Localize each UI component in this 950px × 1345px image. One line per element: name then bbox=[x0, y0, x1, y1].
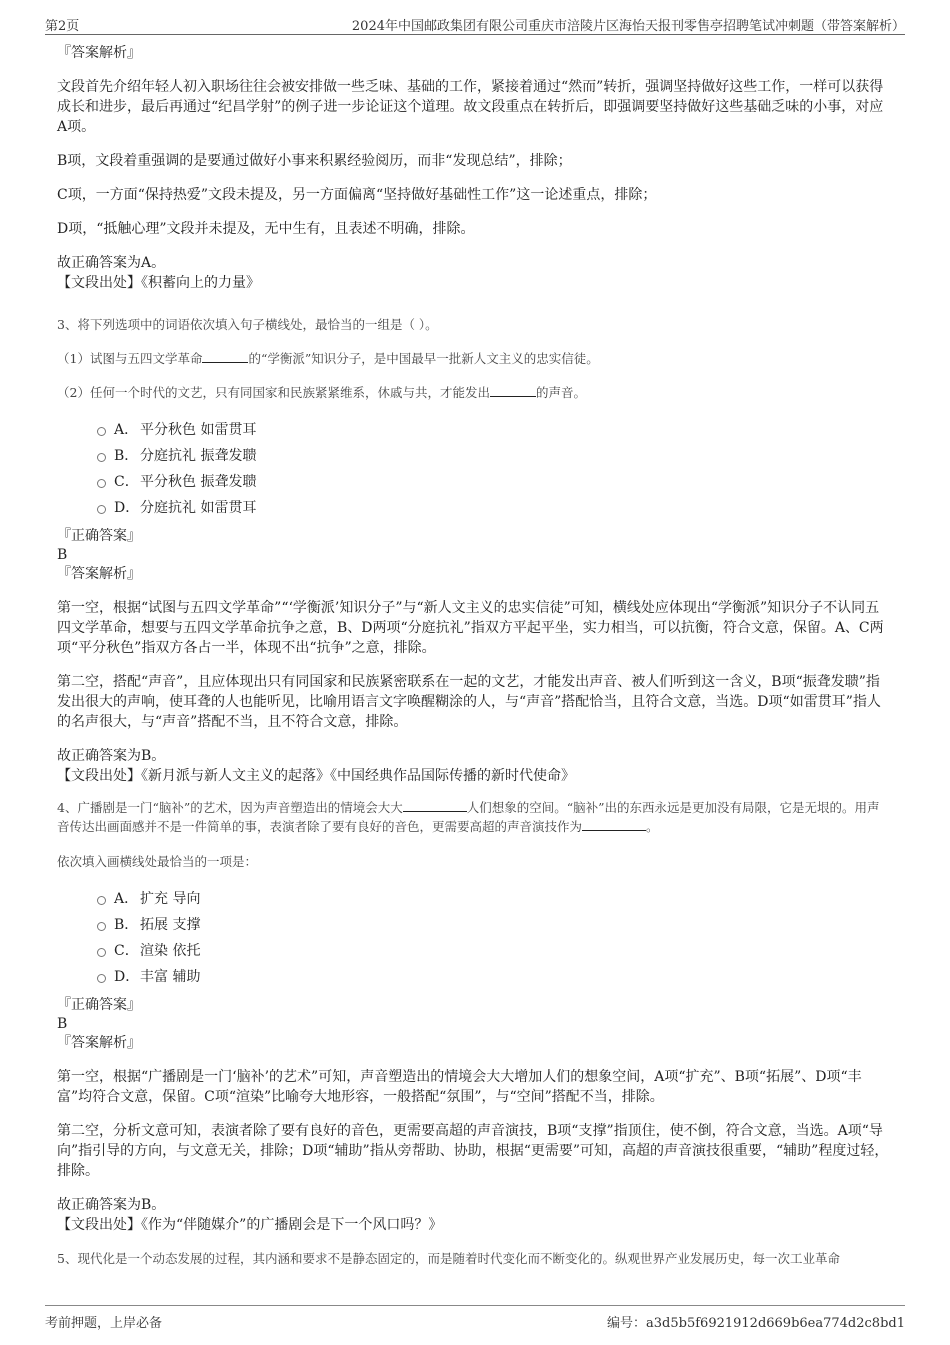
blank-line bbox=[403, 799, 467, 812]
correct-answer-label: 『正确答案』 bbox=[57, 997, 141, 1013]
radio-icon[interactable] bbox=[97, 896, 106, 905]
option-c[interactable]: C． 渲染 依托 bbox=[97, 937, 892, 963]
radio-icon[interactable] bbox=[97, 427, 106, 436]
options-list bbox=[97, 885, 892, 989]
option-d[interactable]: D． 丰富 辅助 bbox=[97, 963, 892, 989]
options-list bbox=[97, 416, 892, 520]
question-instruction: 依次填入画横线处最恰当的一项是： bbox=[57, 854, 258, 869]
correct-answer: B bbox=[57, 1016, 68, 1032]
analysis-label: 『答案解析』 bbox=[57, 1035, 141, 1051]
footer-slogan: 考前押题，上岸必备 bbox=[45, 1316, 163, 1331]
analysis-label: 『答案解析』 bbox=[57, 45, 141, 61]
radio-icon[interactable] bbox=[97, 453, 106, 462]
radio-icon[interactable] bbox=[97, 974, 106, 983]
analysis-paragraph: 第二空，分析文意可知，表演者除了要有良好的音色，更需要高超的声音演技，B项“支撑”指顶住，使不倒，符合文意，当选。A项“导向”指引导的方向，与文意无关，排除；D项“辅助”指从旁帮助、协助，根据“更需要”可知，高超的声音演技很重要，“辅助”程度过轻，排除。 bbox=[57, 1123, 889, 1179]
page-footer bbox=[45, 1305, 905, 1330]
source-citation: 【文段出处】《作为“伴随媒介”的广播剧会是下一个风口吗？》 bbox=[57, 1217, 443, 1233]
page-content bbox=[57, 43, 892, 1268]
source-citation: 【文段出处】《新月派与新人文主义的起落》《中国经典作品国际传播的新时代使命》 bbox=[57, 768, 575, 784]
question-stem: 4、广播剧是一门“脑补”的艺术，因为声音塑造出的情境会大大 人们想象的空间。“脑补”出的东西永远是更加没有局限，它是无垠的。用声音传达出画面感并不是一件简单的事，表演者除了要有良好的音色，更需要高超的声音演技作为 。 bbox=[57, 800, 880, 834]
option-d[interactable]: D． 分庭抗礼 如雷贯耳 bbox=[97, 494, 892, 520]
blank-line bbox=[490, 384, 536, 397]
option-b[interactable]: B． 分庭抗礼 振聋发聩 bbox=[97, 442, 892, 468]
radio-icon[interactable] bbox=[97, 922, 106, 931]
analysis-paragraph: 文段首先介绍年轻人初入职场往往会被安排做一些乏味、基础的工作，紧接着通过“然而”转折，强调坚持做好这些工作，一样可以获得成长和进步，最后再通过“纪昌学射”的例子进一步论证这个道理。故文段重点在转折后，即强调要坚持做好这些基础乏味的小事，对应A项。 bbox=[57, 79, 884, 135]
source-citation: 【文段出处】《积蓄向上的力量》 bbox=[57, 275, 260, 291]
option-a[interactable]: A． 平分秋色 如雷贯耳 bbox=[97, 416, 892, 442]
correct-answer: B bbox=[57, 547, 68, 563]
blank-line bbox=[582, 818, 646, 831]
analysis-label: 『答案解析』 bbox=[57, 566, 141, 582]
option-b[interactable]: B． 拓展 支撑 bbox=[97, 911, 892, 937]
radio-icon[interactable] bbox=[97, 479, 106, 488]
document-title: 2024年中国邮政集团有限公司重庆市涪陵片区海怡天报刊零售亭招聘笔试冲刺题（带答案解析） bbox=[351, 19, 905, 34]
analysis-paragraph: 第一空，根据“广播剧是一门‘脑补’的艺术”可知，声音塑造出的情境会大大增加人们的想象空间，A项“扩充”、B项“拓展”、D项“丰富”均符合文意，保留。C项“渲染”比喻夸大地形容，一般搭配“氛围”，与“空间”搭配不当，排除。 bbox=[57, 1069, 862, 1105]
analysis-paragraph: D项，“抵触心理”文段并未提及，无中生有，且表述不明确，排除。 bbox=[57, 221, 475, 237]
page-header bbox=[45, 14, 905, 35]
question-sentence-2: （2）任何一个时代的文艺，只有同国家和民族紧紧维系，休戚与共，才能发出 的声音。 bbox=[57, 385, 586, 400]
option-c[interactable]: C． 平分秋色 振聋发聩 bbox=[97, 468, 892, 494]
blank-line bbox=[202, 350, 248, 363]
analysis-paragraph: 第一空，根据“试图与五四文学革命”“‘学衡派’知识分子”与“新人文主义的忠实信徒”可知，横线处应体现出“学衡派”知识分子不认同五四文学革命，想要与五四文学革命抗争之意，B、D两项“分庭抗礼”指双方平起平坐，实力相当，可以抗衡，符合文意，保留。A、C两项“平分秋色”指双方各占一半，体现不出“抗争”之意，排除。 bbox=[57, 600, 884, 656]
question-stem: 5、现代化是一个动态发展的过程，其内涵和要求不是静态固定的，而是随着时代变化而不断变化的。纵观世界产业发展历史，每一次工业革命 bbox=[57, 1251, 840, 1266]
document-id: 编号：a3d5b5f6921912d669b6ea774d2c8bd1 bbox=[607, 1316, 905, 1331]
analysis-paragraph: 第二空，搭配“声音”，且应体现出只有同国家和民族紧密联系在一起的文艺，才能发出声音、被人们听到这一含义，B项“振聋发聩”指发出很大的声响，使耳聋的人也能听见，比喻用语言文字唤醒糊涂的人，与“声音”搭配恰当，且符合文意，当选。D项“如雷贯耳”指人的名声很大，与“声音”搭配不当，且不符合文意，排除。 bbox=[57, 674, 881, 730]
question-stem: 3、将下列选项中的词语依次填入句子横线处，最恰当的一组是（ ）。 bbox=[57, 317, 438, 332]
conclusion: 故正确答案为B。 bbox=[57, 1197, 166, 1213]
radio-icon[interactable] bbox=[97, 505, 106, 514]
option-a[interactable]: A． 扩充 导向 bbox=[97, 885, 892, 911]
conclusion: 故正确答案为B。 bbox=[57, 748, 166, 764]
question-sentence-1: （1）试图与五四文学革命 的“学衡派”知识分子，是中国最早一批新人文主义的忠实信徒。 bbox=[57, 351, 599, 366]
conclusion: 故正确答案为A。 bbox=[57, 255, 166, 271]
page-number: 第2页 bbox=[45, 19, 80, 34]
correct-answer-label: 『正确答案』 bbox=[57, 528, 141, 544]
analysis-paragraph: C项，一方面“保持热爱”文段未提及，另一方面偏离“坚持做好基础性工作”这一论述重点，排除； bbox=[57, 187, 657, 203]
radio-icon[interactable] bbox=[97, 948, 106, 957]
analysis-paragraph: B项，文段着重强调的是要通过做好小事来积累经验阅历，而非“发现总结”，排除； bbox=[57, 153, 572, 169]
